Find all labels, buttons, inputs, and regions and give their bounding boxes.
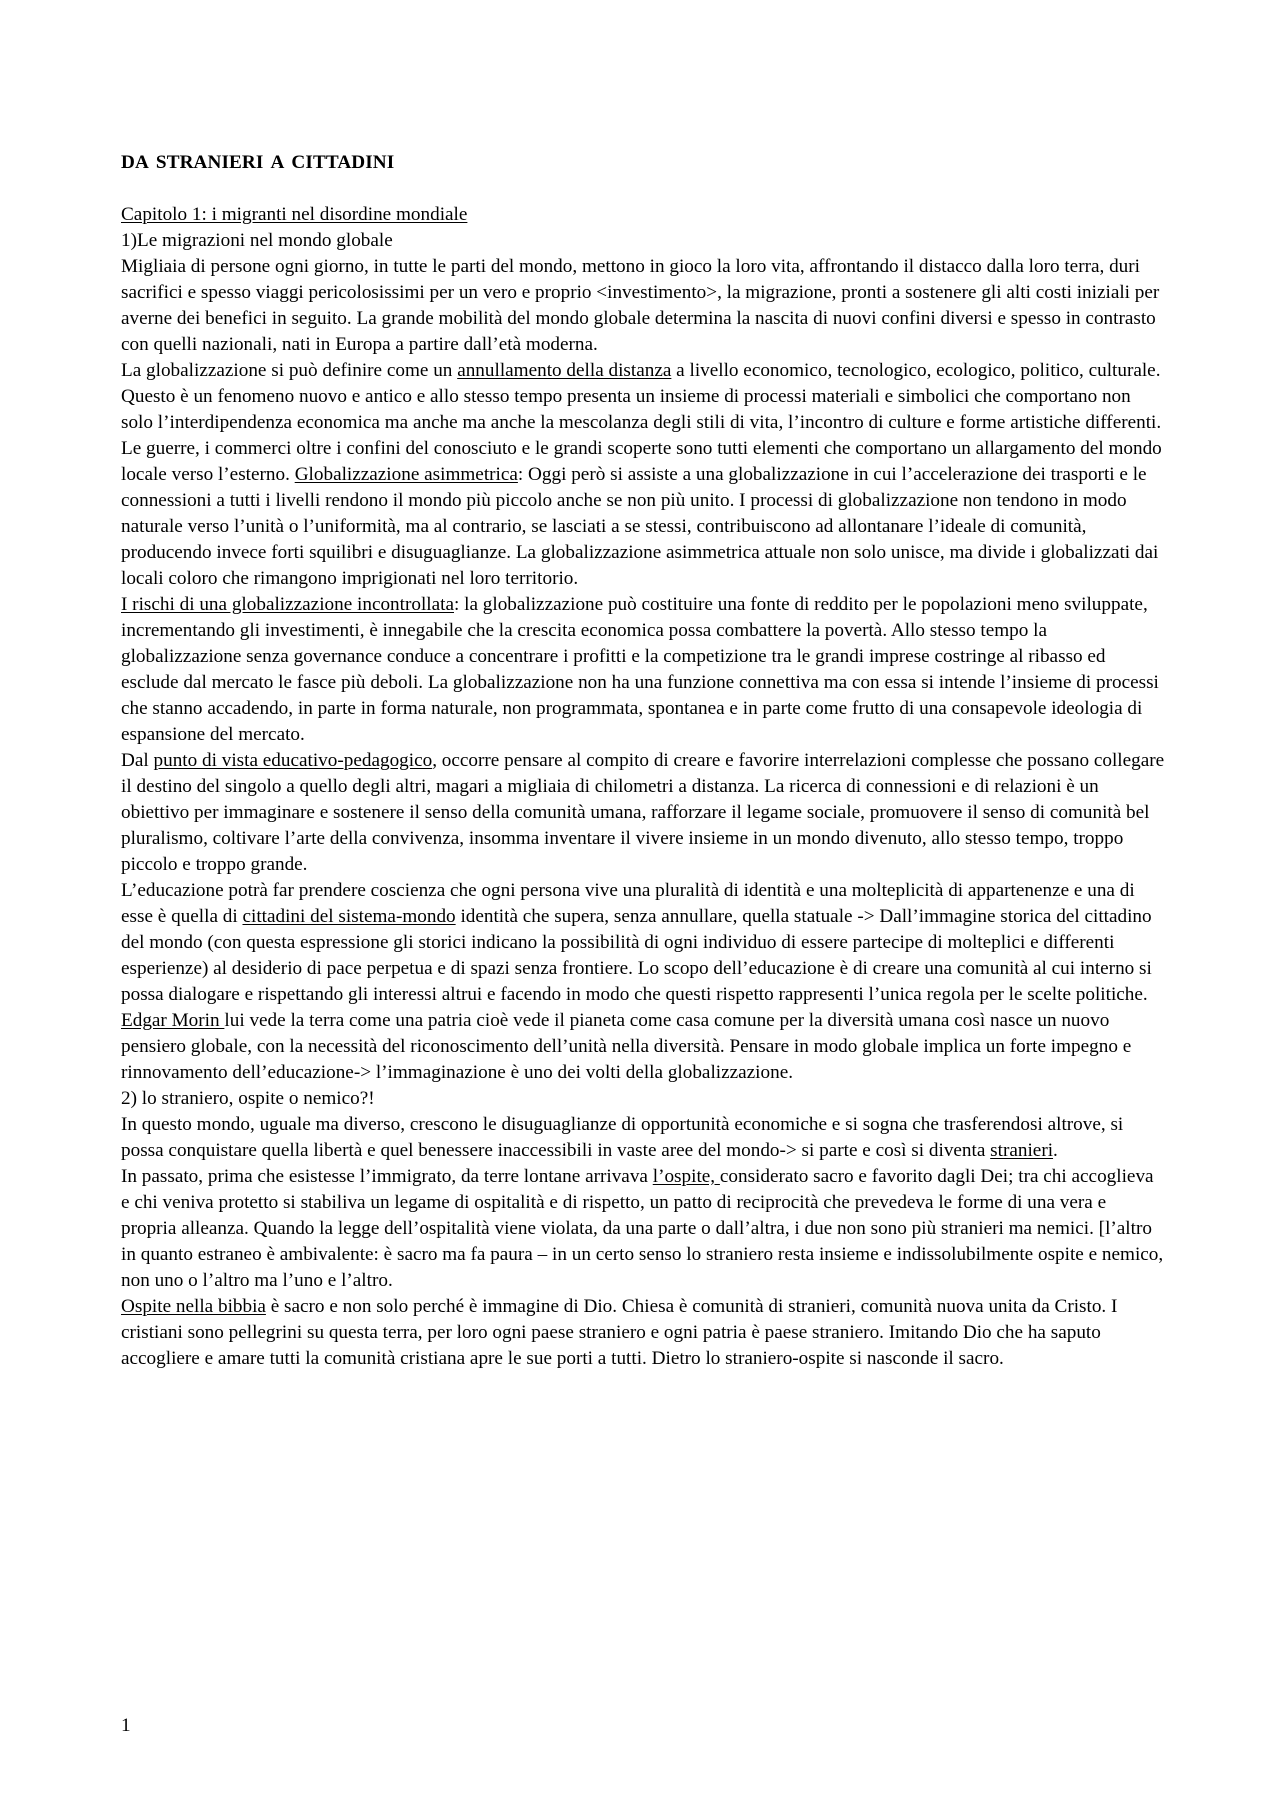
document-title (121, 150, 1165, 176)
title-word: A (270, 152, 285, 173)
underlined-term: punto di vista educativo-pedagogico (153, 750, 433, 771)
paragraph-migrations: Migliaia di persone ogni giorno, in tutte le parti del mondo, mettono in gioco la loro vita, affrontando il distacco dalla loro terra, duri sacrifici e spesso viaggi pericolosissimi per un vero e proprio <investimento>, la migrazione, pronti a sostenere gli alti costi iniziali per averne dei benefici in seguito. La grande mobilità del mondo globale determina la nascita di nuovi confini diversi e spesso in contrasto con quelli nazionali, nati in Europa a partire dall’età moderna. (121, 256, 1160, 355)
page-number: 1 (121, 1715, 131, 1736)
paragraph-guest: In passato, prima che esistesse l’immigrato, da terre lontane arrivava l’ospite, considerato sacro e favorito dagli Dei; tra chi accoglieva e chi veniva protetto si stabiliva un legame di ospitalità e di rispetto, un patto di reciprocità che prevedeva le forme di una vera e propria alleanza. Quando la legge dell’ospitalità viene violata, da una parte o dall’altra, i due non sono più stranieri ma nemici. [l’altro in quanto estraneo è ambivalente: è sacro ma fa paura – in un certo senso lo straniero resta insieme e indissolubilmente ospite e nemico, non uno o l’altro ma l’uno e l’altro. (121, 1166, 1164, 1291)
paragraph-inequality: In questo mondo, uguale ma diverso, crescono le disuguaglianze di opportunità economiche e si sogna che trasferendosi altrove, si possa conquistare quella libertà e quel benessere inaccessibili in vaste aree del mondo-> si parte e così si diventa stranieri. (121, 1114, 1124, 1161)
underlined-term: stranieri (990, 1140, 1054, 1161)
paragraph-bible: Ospite nella bibbia è sacro e non solo perché è immagine di Dio. Chiesa è comunità di stranieri, comunità nuova unita da Cristo. I cristiani sono pellegrini su questa terra, per loro ogni paese straniero e ogni patria è paese straniero. Imitando Dio che ha saputo accogliere e amare tutti la comunità cristiana apre le sue porti a tutti. Dietro lo straniero-ospite si nasconde il sacro. (121, 1296, 1118, 1369)
paragraph-pedagogy: Dal punto di vista educativo-pedagogico, occorre pensare al compito di creare e favorire interrelazioni complesse che possano collegare il destino del singolo a quello degli altri, magari a migliaia di chilometri a distanza. La ricerca di connessioni e di relazioni è un obiettivo per immaginare e sostenere il senso della comunità umana, rafforzare il legame sociale, promuovere il senso di comunità bel pluralismo, coltivare l’arte della convivenza, insomma inventare il vivere insieme in un mondo divenuto, allo stesso tempo, troppo piccolo e troppo grande. (121, 750, 1165, 875)
title-word: DA (121, 152, 149, 173)
title-word: CITTADINI (291, 152, 395, 173)
chapter-heading: Capitolo 1: i migranti nel disordine mondiale (121, 204, 468, 225)
paragraph-education: L’educazione potrà far prendere coscienza che ogni persona vive una pluralità di identità e una molteplicità di appartenenze e una di esse è quella di cittadini del sistema-mondo identità che supera, senza annullare, quella statuale -> Dall’immagine storica del cittadino del mondo (con questa espressione gli storici indicano la possibilità di ogni individuo di essere partecipe di molteplici e differenti esperienze) al desiderio di pace perpetua e di spazi senza frontiere. Lo scopo dell’educazione è di creare una comunità al cui interno si possa dialogare e rispettando gli interessi altrui e facendo in modo che questi rispetto rappresenti l’unica regola per le scelte politiche. (121, 880, 1152, 1005)
underlined-term: l’ospite, (652, 1166, 720, 1187)
paragraph-morin: Edgar Morin lui vede la terra come una patria cioè vede il pianeta come casa comune per la diversità umana così nasce un nuovo pensiero globale, con la necessità del riconoscimento dell’unità nella diversità. Pensare in modo globale implica un forte impegno e rinnovamento dell’educazione-> l’immaginazione è uno dei volti della globalizzazione. (121, 1010, 1132, 1083)
title-word: STRANIERI (155, 152, 264, 173)
section-heading-2: 2) lo straniero, ospite o nemico?! (121, 1088, 375, 1109)
underlined-term: Globalizzazione asimmetrica (294, 464, 518, 485)
underlined-term: annullamento della distanza (457, 360, 672, 381)
underlined-term: cittadini del sistema-mondo (242, 906, 456, 927)
paragraph-globalization: La globalizzazione si può definire come un annullamento della distanza a livello economico, tecnologico, ecologico, politico, culturale. Questo è un fenomeno nuovo e antico e allo stesso tempo presenta un insieme di processi materiali e simbolici che comportano non solo l’interdipendenza economica ma anche ma anche la mescolanza degli stili di vita, l’incontro di culture e forme artistiche differenti. Le guerre, i commerci oltre i confini del conosciuto e le grandi scoperte sono tutti elementi che comportano un allargamento del mondo locale verso l’esterno. Globalizzazione asimmetrica: Oggi però si assiste a una globalizzazione in cui l’accelerazione dei trasporti e le connessioni a tutti i livelli rendono il mondo più piccolo anche se non più unito. I processi di globalizzazione non tendono in modo naturale verso l’unità o l’uniformità, ma al contrario, se lasciati a se stessi, contribuiscono ad allontanare l’ideale di comunità, producendo invece forti squilibri e disuguaglianze. La globalizzazione asimmetrica attuale non solo unisce, ma divide i globalizzati dai locali coloro che rimangono imprigionati nel loro territorio. (121, 360, 1162, 589)
underlined-term: Ospite nella bibbia (121, 1296, 266, 1317)
document-body (121, 150, 1165, 1372)
section-heading-1: 1)Le migrazioni nel mondo globale (121, 230, 393, 251)
underlined-term: I rischi di una globalizzazione incontrollata (121, 594, 454, 615)
paragraph-risks: I rischi di una globalizzazione incontrollata: la globalizzazione può costituire una fonte di reddito per le popolazioni meno sviluppate, incrementando gli investimenti, è innegabile che la crescita economica possa combattere la povertà. Allo stesso tempo la globalizzazione senza governance conduce a concentrare i profitti e la competizione tra le grandi imprese costringe al ribasso ed esclude dal mercato le fasce più deboli. La globalizzazione non ha una funzione connettiva ma con essa si intende l’insieme di processi che stanno accadendo, in parte in forma naturale, non programmata, spontanea e in parte come frutto di una consapevole ideologia di espansione del mercato. (121, 594, 1159, 745)
underlined-term: Edgar Morin (121, 1010, 225, 1031)
